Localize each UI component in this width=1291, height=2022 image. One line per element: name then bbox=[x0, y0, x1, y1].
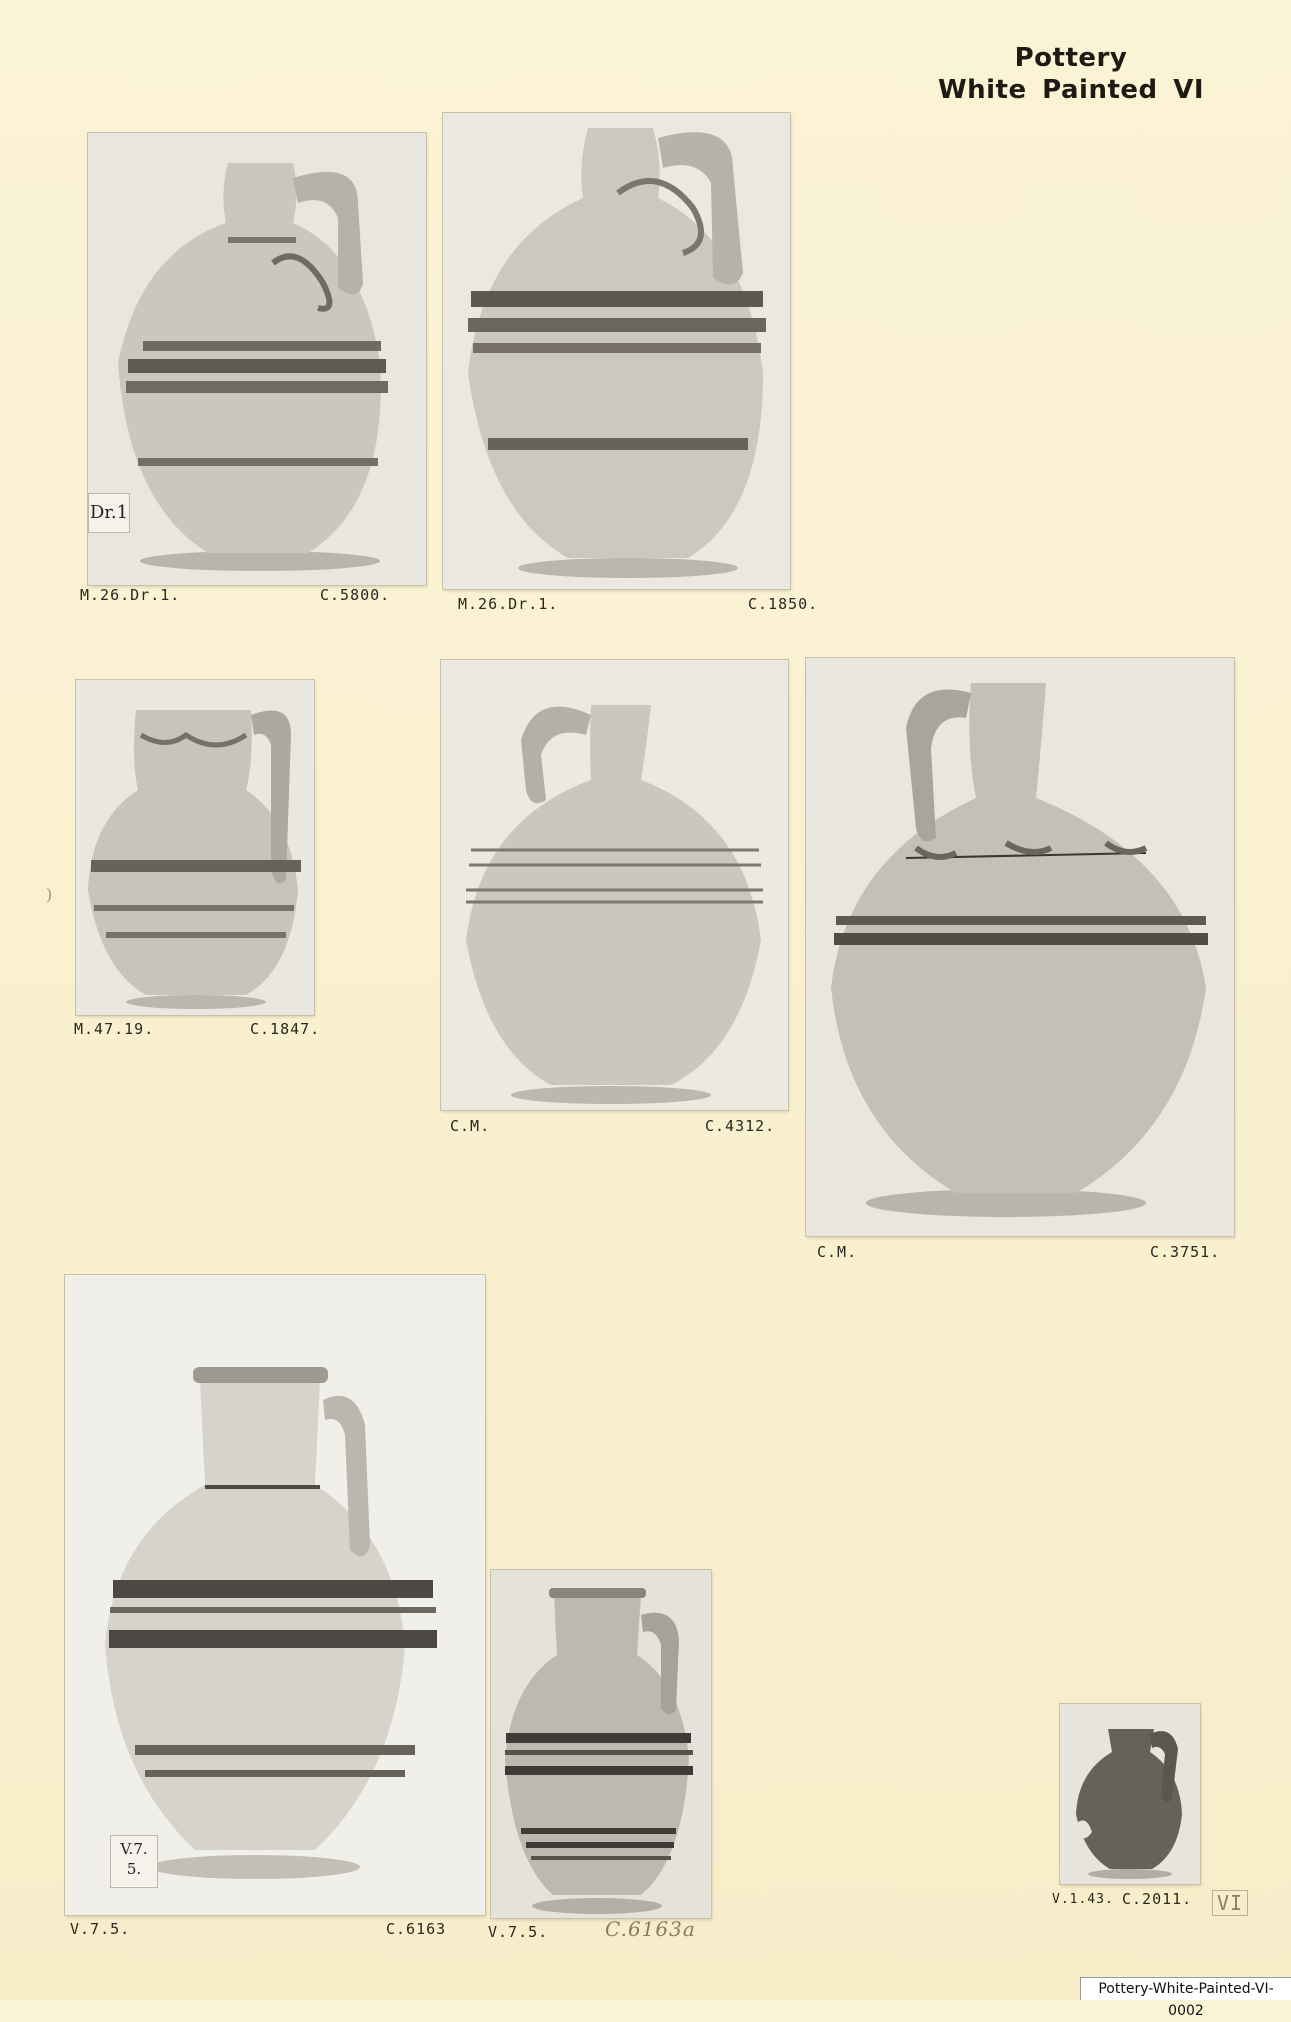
photo-6-tag-line-1: V.7. bbox=[120, 1840, 148, 1858]
photo-5-caption-left: C.M. bbox=[817, 1243, 858, 1261]
photo-1-tag bbox=[88, 493, 130, 533]
jug-8-image bbox=[1060, 1704, 1200, 1884]
jug-4-image bbox=[441, 660, 788, 1110]
photo-8-caption-left: V.1.43. bbox=[1052, 1892, 1114, 1907]
photo-6-tag-line-2: 5. bbox=[126, 1860, 142, 1878]
photo-jug-2[interactable] bbox=[443, 113, 790, 589]
jug-3-image bbox=[76, 680, 314, 1015]
jug-1-image bbox=[88, 133, 426, 585]
photo-jug-4[interactable] bbox=[441, 660, 788, 1110]
jug-6-image bbox=[65, 1275, 485, 1915]
photo-jug-7[interactable] bbox=[491, 1570, 711, 1918]
photo-5-caption-right: C.3751. bbox=[1150, 1243, 1221, 1261]
photo-4-caption-right: C.4312. bbox=[705, 1117, 776, 1135]
photo-jug-6[interactable] bbox=[65, 1275, 485, 1915]
photo-3-caption-left: M.47.19. bbox=[74, 1020, 155, 1038]
photo-8-pencil-note: VI bbox=[1212, 1890, 1248, 1916]
photo-6-tag bbox=[110, 1835, 158, 1888]
photo-6-caption-right: C.6163 bbox=[386, 1920, 447, 1938]
page-title bbox=[938, 42, 1204, 106]
title-line-1: Pottery bbox=[1014, 43, 1128, 73]
photo-3-caption-right: C.1847. bbox=[250, 1020, 321, 1038]
photo-2-caption-left: M.26.Dr.1. bbox=[458, 595, 559, 613]
jug-5-image bbox=[806, 658, 1234, 1236]
footer-file-label: Pottery-White-Painted-VI-0002 bbox=[1080, 1977, 1291, 2000]
photo-1-caption-right: C.5800. bbox=[320, 586, 391, 604]
jug-7-image bbox=[491, 1570, 711, 1918]
photo-2-caption-right: C.1850. bbox=[748, 595, 819, 613]
photo-7-caption-left: V.7.5. bbox=[488, 1923, 549, 1941]
photo-jug-8[interactable] bbox=[1060, 1704, 1200, 1884]
photo-jug-3[interactable] bbox=[76, 680, 314, 1015]
photo-7-caption-right: C.6163a bbox=[605, 1917, 696, 1941]
photo-jug-5[interactable] bbox=[806, 658, 1234, 1236]
photo-1-tag-text: Dr.1 bbox=[89, 502, 129, 523]
photo-1-caption-left: M.26.Dr.1. bbox=[80, 586, 181, 604]
photo-6-caption-left: V.7.5. bbox=[70, 1920, 131, 1938]
jug-2-image bbox=[443, 113, 790, 589]
photo-4-caption-left: C.M. bbox=[450, 1117, 491, 1135]
photo-jug-1[interactable] bbox=[88, 133, 426, 585]
photo-8-caption-right: C.2011. bbox=[1122, 1890, 1193, 1908]
stray-mark: ) bbox=[46, 885, 53, 904]
title-line-2: White Painted VI bbox=[937, 75, 1204, 105]
